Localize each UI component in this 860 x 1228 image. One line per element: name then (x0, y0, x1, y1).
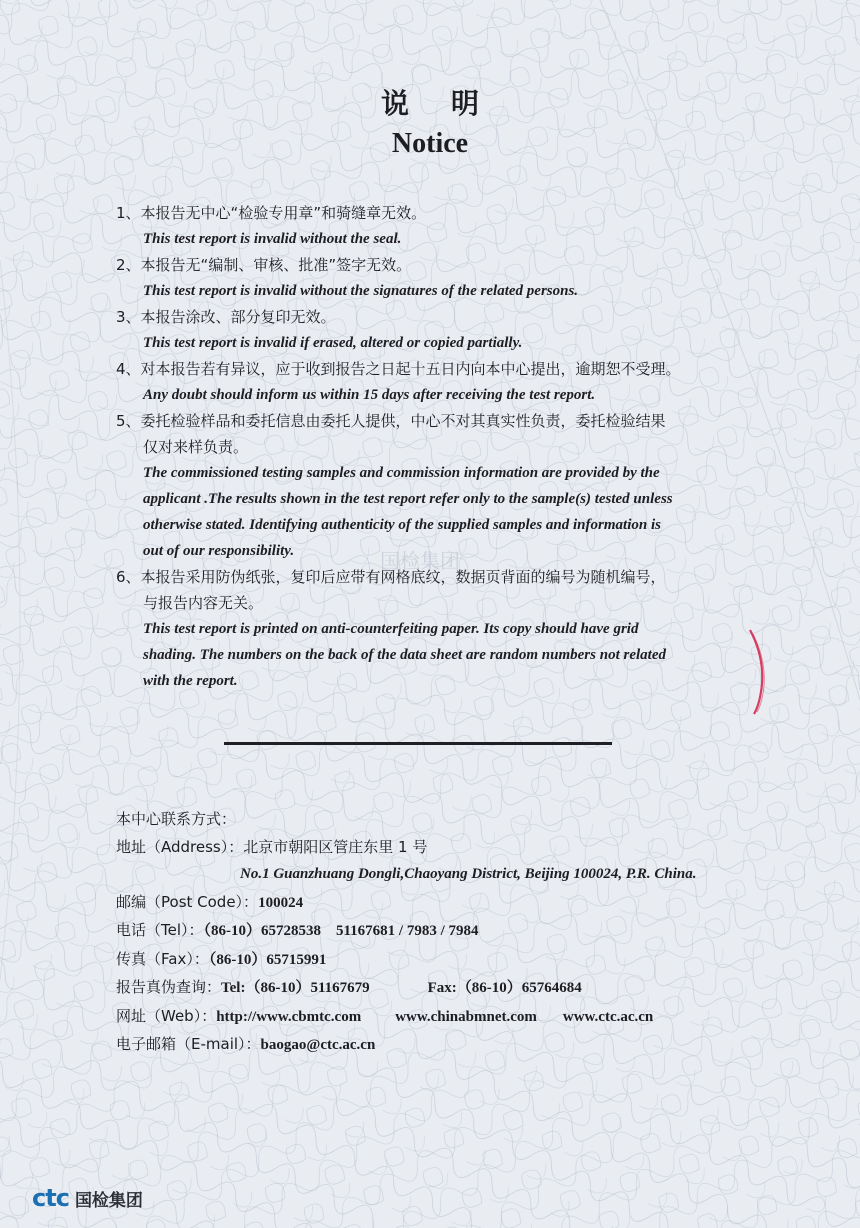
telephone-line (116, 917, 766, 946)
ctc-logo-name: 国检集团 (74, 1190, 143, 1211)
notice-5-en-line-3: otherwise stated. Identifying authenticity of the supplied samples and information is (143, 517, 661, 533)
notice-2-en-line: This test report is invalid without the signatures of the related persons. (143, 283, 579, 299)
fax-label: 传真（Fax）： (116, 949, 209, 968)
notice-3-en-line: This test report is invalid if erased, altered or copied partially. (143, 335, 523, 351)
notice-6-en-line-1: This test report is printed on anti-counterfeiting paper. Its copy should have grid (143, 621, 639, 637)
verification-line (116, 974, 766, 1003)
email-link[interactable]: baogao@ctc.ac.cn (260, 1037, 376, 1053)
notice-1-cn-line: 1、本报告无中心“检验专用章”和骑缝章无效。 (116, 204, 427, 222)
notice-6-en-line-2: shading. The numbers on the back of the data sheet are random numbers not related (143, 647, 666, 663)
contact-heading: 本中心联系方式： (116, 810, 237, 828)
notice-5-en-line-4: out of our responsibility. (143, 543, 295, 559)
verification-fax: Fax:（86-10）65764684 (427, 980, 582, 996)
notice-item-1 (116, 200, 756, 252)
ctc-logo (32, 1186, 143, 1210)
notice-5-en-line-1: The commissioned testing samples and commission information are provided by the (143, 465, 660, 481)
website-link-ctc[interactable]: www.ctc.ac.cn (562, 1008, 654, 1025)
website-label: 网址（Web）： (116, 1006, 217, 1025)
section-divider (224, 742, 612, 745)
notice-3-cn-line: 3、本报告涂改、部分复印无效。 (116, 308, 336, 326)
notice-5-cn-line-2: 仅对来样负责。 (143, 438, 249, 456)
title-chinese: 说明 (380, 87, 521, 120)
notice-item-5 (116, 408, 756, 564)
notice-6-cn-line-2: 与报告内容无关。 (143, 594, 264, 612)
fax-value: （86-10）65715991 (208, 951, 327, 968)
notice-item-3 (116, 304, 756, 356)
notice-6-en-line-3: with the report. (143, 673, 238, 689)
address-english: No.1 Guanzhuang Dongli,Chaoyang District, Beijing 100024, P.R. China. (240, 866, 697, 882)
notice-4-cn-line: 4、对本报告若有异议，应于收到报告之日起十五日内向本中心提出，逾期恕不受理。 (116, 360, 681, 378)
notice-5-en-line-2: applicant .The results shown in the test report refer only to the sample(s) tested unless (143, 491, 673, 507)
red-seal-edge-mark (742, 626, 772, 718)
notice-item-2 (116, 252, 756, 304)
contact-block (116, 806, 766, 1060)
notice-6-cn-line-1: 6、本报告采用防伪纸张，复印后应带有网格底纹，数据页背面的编号为随机编号， (116, 568, 666, 586)
address-label: 地址（Address）： (116, 837, 244, 856)
notice-1-en-line: This test report is invalid without the seal. (143, 231, 402, 247)
ctc-logo-mark: ctc (32, 1184, 69, 1212)
telephone-label: 电话（Tel）： (116, 921, 204, 939)
svg-text:国检集团: 国检集团 (380, 549, 460, 573)
post-code-value: 100024 (258, 894, 304, 911)
title-english: Notice (391, 128, 469, 159)
notice-2-cn-line: 2、本报告无“编制、审核、批准”签字无效。 (116, 256, 412, 274)
telephone-value: （86-10）65728538 51167681 / 7983 / 7984 (203, 923, 479, 939)
notice-4-en-line: Any doubt should inform us within 15 days after receiving the test report. (143, 387, 596, 403)
post-code-line (116, 889, 766, 918)
notice-item-4 (116, 356, 756, 408)
faint-watermark-logo (380, 548, 520, 574)
website-link-cbmtc[interactable]: http://www.cbmtc.com (216, 1008, 362, 1025)
verification-tel: Tel:（86-10）51167679 (221, 980, 370, 996)
address-chinese: 北京市朝阳区管庄东里 1 号 (243, 837, 428, 856)
email-line (116, 1031, 766, 1060)
notice-list (116, 200, 756, 694)
address-line (116, 834, 766, 862)
notice-5-cn-line-1: 5、委托检验样品和委托信息由委托人提供，中心不对其真实性负责，委托检验结果 (116, 412, 666, 430)
notice-item-6 (116, 564, 756, 694)
email-label: 电子邮箱（E-mail）： (116, 1035, 261, 1053)
verification-label: 报告真伪查询： (116, 978, 222, 996)
website-link-chinabmnet[interactable]: www.chinabmnet.com (395, 1008, 537, 1025)
fax-line (116, 946, 766, 975)
post-code-label: 邮编（Post Code）： (116, 892, 259, 911)
website-line (116, 1003, 766, 1032)
